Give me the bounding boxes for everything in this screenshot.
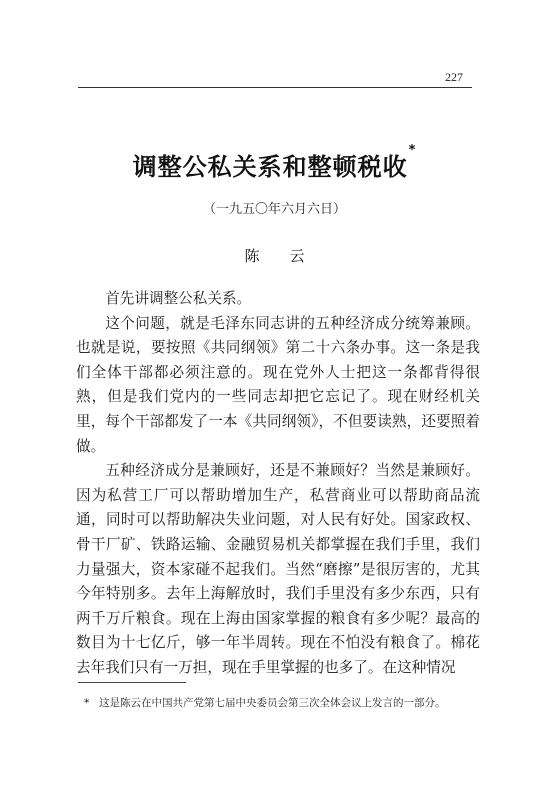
article-author: 陈云 — [244, 247, 335, 265]
article-title — [0, 143, 549, 182]
header-rule — [78, 87, 472, 88]
paragraph: 首先讲调整公私关系。 — [105, 290, 252, 307]
article-title-text: 调整公私关系和整顿税收 — [132, 153, 408, 181]
article-date: （一九五〇年六月六日） — [202, 202, 346, 217]
paragraph: 这个问题，就是毛泽东同志讲的五种经济成分统筹兼顾。也就是说，要按照《共同纲领》第二十六条办事。这一条是我们全体干部都必须注意的。现在党外人士把这一条都背得很熟，但是我们党内的一些同志却把它忘记了。现在财经机关里，每个干部都发了一本《共同纲领》，不但要读熟，还要照着做。 — [76, 314, 480, 455]
paragraph: 五种经济成分是兼顾好，还是不兼顾好？当然是兼顾好。因为私营工厂可以帮助增加生产，私营商业可以帮助商品流通，同时可以帮助解决失业问题，对人民有好处。国家政权、骨干厂矿、铁路运输、金融贸易机关都掌握在我们手里，我们力量强大，资本家碰不起我们。当然“磨擦”是很厉害的，尤其今年特别多。去年上海解放时，我们手里没有多少东西，只有两千万斤粮食。现在上海由国家掌握的粮食有多少呢？最高的数目为十七亿斤，够一年半周转。现在不怕没有粮食了。棉花去年我们只有一万担，现在手里掌握的也多了。在这种情况 — [76, 462, 480, 676]
footnote-mark: * — [84, 697, 90, 709]
article-body — [76, 287, 480, 681]
footnote-text: 这是陈云在中国共产党第七届中央委员会第三次全体会议上发言的一部分。 — [99, 697, 446, 709]
footnote-rule — [78, 682, 186, 683]
footnote-marker: * — [408, 143, 417, 158]
page-number: 227 — [445, 70, 463, 84]
footnote — [84, 694, 481, 712]
